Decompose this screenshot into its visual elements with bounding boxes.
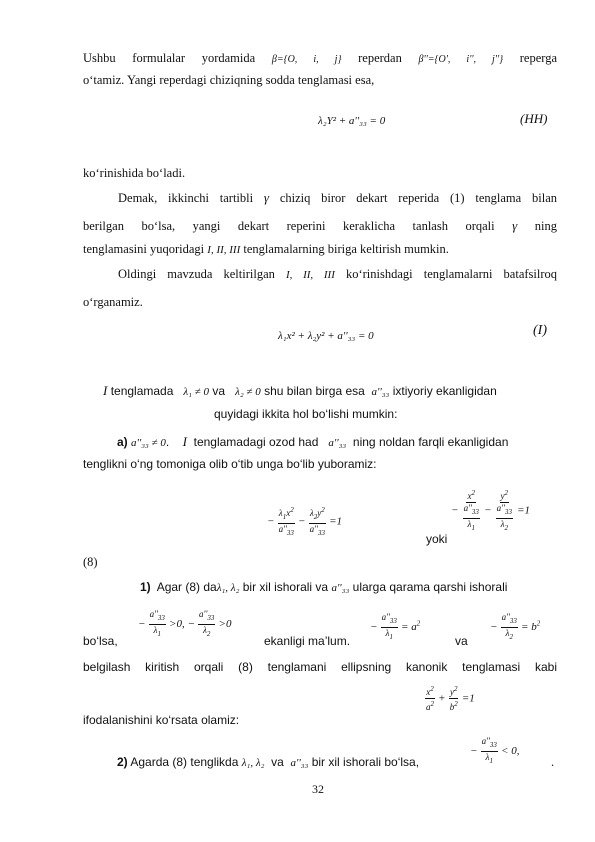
text: bir xil ishorali bo‘lsa, (311, 755, 420, 769)
gamma-symbol: γ (512, 218, 518, 233)
case-a-line-2: tenglikni o‘ng tomoniga olib o‘tib unga bo‘lib yuboramiz: (83, 457, 377, 471)
ellipse-equation: $\frac{x^2}{a^2}$ + $\frac{y^2}{b^2}$ =1 (426, 685, 475, 712)
text: Agarda (8) tenglikda (130, 755, 239, 769)
basis-formula-1: β={O, i, j} (271, 54, 342, 65)
gamma-symbol: γ (263, 190, 270, 205)
fraction: $\frac{y^2}{b^2}$ (449, 685, 458, 712)
equation-8-label: (8) (83, 555, 98, 569)
text: bir xil ishorali va (242, 580, 329, 594)
case-label: 2) (117, 755, 128, 769)
basis-formula-2: β''={O', i'', j''} (418, 54, 504, 65)
equation-hh-label: (HH) (520, 111, 548, 126)
text: ning noldan farqli ekanligidan (352, 435, 509, 449)
lambda-symbols: λ₁, λ₂ (241, 757, 265, 769)
subcase-2-end: . (551, 755, 555, 769)
text: tenglamalarning biriga keltirish mumkin. (243, 242, 449, 256)
a33-symbol: a''₃₃ (371, 386, 390, 398)
symbol-i: I (182, 434, 187, 449)
text: Demak, ikkinchi tartibli (118, 191, 254, 205)
paragraph-1-line-2: o‘tamiz. Yangi reperdagi chiziqning sodda tenglamasi esa, (83, 73, 375, 87)
page-number: 32 (312, 782, 324, 796)
text: tenglamasini yuqoridagi (83, 242, 205, 256)
va-text: va (455, 634, 468, 648)
yoki-text: yoki (426, 532, 448, 546)
text: tenglamadagi ozod had (193, 435, 319, 449)
fraction: $\frac{x^2}{\frac{a''_{33}}{\lambda_1}}$ (463, 489, 479, 532)
text: ixtiyoriy ekanligidan (392, 384, 497, 398)
equation-8-left: − $\frac{\lambda_1x^2}{a''_{33}}$ − $\frac{\lambda_2y^2}{a''_{33}}$ =1 (267, 506, 343, 537)
inequality-1: − $\frac{a''_{33}}{\lambda_1}$ >0, − $\frac{a''_{33}}{\lambda_2}$ >0 (138, 609, 232, 638)
roman-numerals: I, II, III (285, 269, 335, 281)
subcase-1-bolsa: bo‘lsa, (83, 634, 118, 648)
condition-lambda2: λ₂ ≠ 0 (235, 386, 261, 398)
paragraph-1-line-1 (83, 51, 557, 67)
equation-i: λ₁x² + λ₂y² + a''₃₃ = 0 (278, 330, 374, 342)
paragraph-4-line-2: o‘rganamiz. (83, 295, 143, 309)
equation-8-right: − $\frac{x^2}{\frac{a''_{33}}{\lambda_1}}$ − $\frac{y^2}{\frac{a''_{33}}{\lambda_2}}$ =1 (451, 489, 531, 532)
paragraph-5-line-2: quyidagi ikkita hol bo‘lishi mumkin: (214, 407, 398, 421)
text: . (165, 435, 170, 449)
fraction: $\frac{a''_{33}}{\lambda_2}$ (501, 612, 517, 641)
case-a-line-1 (117, 434, 508, 451)
text: reperdan (358, 51, 402, 65)
paragraph-3-line-2 (83, 218, 557, 235)
a33-symbol: a''₃₃ (331, 582, 350, 594)
paragraph-4-line-1 (118, 267, 557, 283)
ekanligi-text: ekanligi ma’lum. (264, 634, 351, 648)
fraction: $\frac{\lambda_2y^2}{a''_{33}}$ (309, 506, 325, 537)
text: Ushbu formulalar yordamida (83, 51, 256, 65)
condition-a33: a''₃₃ ≠ 0 (131, 437, 166, 449)
paragraph-3-line-3 (83, 242, 449, 258)
subcase-1-line-4: ifodalanishini ko‘rsata olamiz: (83, 713, 240, 727)
text: va (212, 384, 226, 398)
text: Oldingi mavzuda keltirilgan (118, 267, 275, 281)
fraction: $\frac{\lambda_1x^2}{a''_{33}}$ (278, 506, 294, 537)
paragraph-2: ko‘rinishida bo‘ladi. (83, 166, 186, 180)
text: ularga qarama qarshi ishorali (352, 580, 508, 594)
paragraph-3-line-1 (118, 190, 557, 207)
text: chiziq biror dekart reperida (1) tenglama bilan (279, 191, 557, 205)
text: berilgan bo‘lsa, yangi dekart reperini keraklicha tanlash orqali (83, 219, 495, 233)
fraction: $\frac{a''_{33}}{\lambda_1}$ (481, 736, 497, 765)
case-label: a) (117, 435, 128, 449)
equation-hh: λ₂Y² + a''₃₃ = 0 (318, 115, 386, 127)
symbol-i: I (103, 383, 108, 398)
roman-numerals: I, II, III (207, 244, 241, 256)
fraction: $\frac{y^2}{\frac{a''_{33}}{\lambda_2}}$ (496, 489, 512, 532)
text: ko‘rinishdagi tenglamalarni batafsilroq (345, 267, 557, 281)
text: tenglamada (110, 384, 174, 398)
condition-lambda1: λ₁ ≠ 0 (183, 386, 210, 398)
a33-symbol: a''₃₃ (328, 437, 347, 449)
equation-i-label: (I) (533, 323, 547, 338)
text: va (271, 755, 284, 769)
fraction: $\frac{x^2}{a^2}$ (426, 685, 434, 712)
subcase-1-line-1 (140, 580, 507, 596)
definition-b2: − $\frac{a''_{33}}{\lambda_2}$ = $b^2$ (490, 612, 541, 641)
fraction: $\frac{a''_{33}}{\lambda_1}$ (149, 609, 165, 638)
lambda-symbols: λ₁, λ₂ (216, 582, 240, 594)
paragraph-5-line-1 (103, 383, 497, 400)
case-label: 1) (140, 580, 151, 594)
definition-a2: − $\frac{a''_{33}}{\lambda_1}$ = $a^2$ (370, 612, 421, 641)
subcase-2-line-1 (117, 755, 419, 771)
a33-symbol: a''₃₃ (290, 757, 309, 769)
subcase-1-line-3: belgilash kiritish orqali (8) tenglamani ellipsning kanonik tenglamasi kabi (83, 660, 557, 674)
text: shu bilan birga esa (264, 384, 365, 398)
text: ning (534, 219, 558, 233)
text: reperga (519, 51, 558, 65)
inequality-2: − $\frac{a''_{33}}{\lambda_1}$ < 0, (470, 736, 520, 765)
fraction: $\frac{a''_{33}}{\lambda_1}$ (381, 612, 397, 641)
text: Agar (8) da (156, 580, 217, 594)
fraction: $\frac{a''_{33}}{\lambda_2}$ (199, 609, 215, 638)
